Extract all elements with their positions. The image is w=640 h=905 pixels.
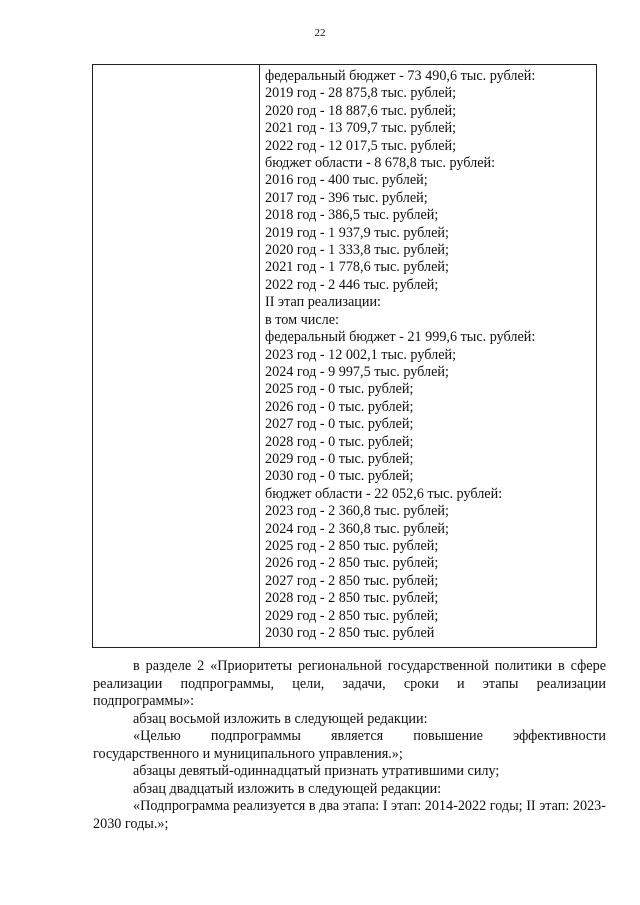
funding-line: 2020 год - 1 333,8 тыс. рублей; (265, 242, 449, 259)
funding-line: в том числе: (265, 311, 339, 328)
funding-line: 2018 год - 386,5 тыс. рублей; (265, 207, 439, 224)
funding-line: 2021 год - 13 709,7 тыс. рублей; (265, 120, 457, 137)
funding-line: 2020 год - 18 887,6 тыс. рублей; (265, 102, 457, 119)
funding-line: 2017 год - 396 тыс. рублей; (265, 189, 428, 206)
funding-line: II этап реализации: (265, 294, 381, 311)
paragraph-stages-quote: «Подпрограмма реализуется в два этапа: I этап: 2014-2022 годы; II этап: 2023-2030 годы.»; (93, 798, 606, 832)
funding-line: 2029 год - 0 тыс. рублей; (265, 450, 414, 467)
funding-line: 2026 год - 2 850 тыс. рублей; (265, 555, 439, 572)
funding-line: 2029 год - 2 850 тыс. рублей; (265, 607, 439, 624)
funding-line: федеральный бюджет - 73 490,6 тыс. рублей: (265, 68, 536, 84)
table-column-divider (259, 65, 260, 647)
funding-table (92, 64, 597, 648)
funding-line: 2023 год - 12 002,1 тыс. рублей; (265, 346, 457, 363)
paragraph-repeal: абзацы девятый-одиннадцатый признать утратившими силу; (133, 763, 500, 779)
funding-line: бюджет области - 22 052,6 тыс. рублей: (265, 485, 503, 502)
funding-line: 2025 год - 2 850 тыс. рублей; (265, 537, 439, 554)
funding-line: 2024 год - 2 360,8 тыс. рублей; (265, 520, 449, 537)
funding-line: 2027 год - 0 тыс. рублей; (265, 416, 414, 433)
funding-line: 2024 год - 9 997,5 тыс. рублей; (265, 363, 449, 380)
amendment-text (93, 658, 606, 833)
paragraph-twentieth-abzac: абзац двадцатый изложить в следующей редакции: (133, 780, 442, 797)
funding-line: 2021 год - 1 778,6 тыс. рублей; (265, 259, 449, 276)
funding-line: 2030 год - 2 850 тыс. рублей (265, 625, 435, 641)
funding-line: 2026 год - 0 тыс. рублей; (265, 398, 414, 415)
funding-line: 2022 год - 2 446 тыс. рублей; (265, 276, 439, 293)
funding-line: 2028 год - 2 850 тыс. рублей; (265, 590, 439, 607)
funding-line: бюджет области - 8 678,8 тыс. рублей: (265, 155, 496, 172)
funding-line: 2030 год - 0 тыс. рублей; (265, 468, 414, 485)
funding-line: 2019 год - 28 875,8 тыс. рублей; (265, 85, 457, 102)
funding-line: 2028 год - 0 тыс. рублей; (265, 433, 414, 450)
paragraph-section-2-intro: в разделе 2 «Приоритеты региональной государственной политики в сфере реализации подпрограммы, цели, задачи, сроки и этапы реализации подпрограммы»: (93, 658, 606, 709)
page-number: 22 (314, 27, 326, 39)
funding-line: 2019 год - 1 937,9 тыс. рублей; (265, 224, 449, 241)
funding-line: 2027 год - 2 850 тыс. рублей; (265, 572, 439, 589)
paragraph-eighth-abzac: абзац восьмой изложить в следующей редакции: (133, 710, 428, 727)
funding-line: 2025 год - 0 тыс. рублей; (265, 381, 414, 398)
funding-line: 2016 год - 400 тыс. рублей; (265, 172, 428, 189)
funding-line: федеральный бюджет - 21 999,6 тыс. рублей: (265, 329, 536, 346)
funding-line: 2022 год - 12 017,5 тыс. рублей; (265, 137, 457, 154)
funding-lines-list (265, 68, 592, 642)
paragraph-goal-quote: «Целью подпрограммы является повышение эффективности государственного и муниципального управления.»; (93, 728, 606, 762)
funding-line: 2023 год - 2 360,8 тыс. рублей; (265, 503, 449, 520)
